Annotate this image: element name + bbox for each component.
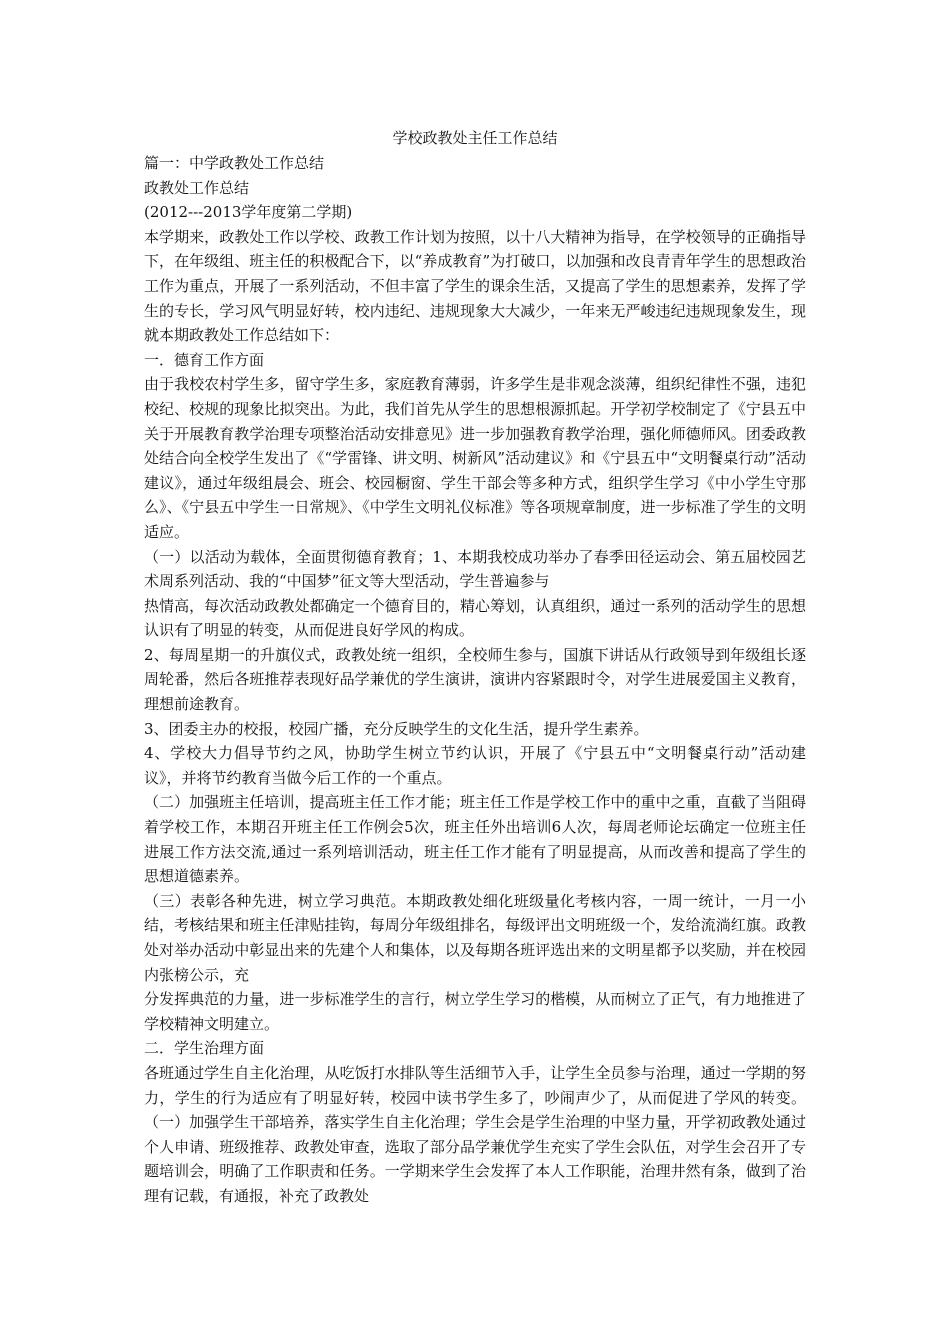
paragraph: 由于我校农村学生多，留守学生多，家庭教育薄弱，许多学生是非观念淡薄，组织纪律性不强，违犯校纪、校规的现象比拟突出。为此，我们首先从学生的思想根源抓起。开学初学校制定了《宁县五中关于开展教育教学治理专项整治活动安排意见》进一步加强教育教学治理，强化师德师风。团委政教处结合向全校学生发出了《“学雷锋、讲文明、树新风”活动建议》和《宁县五中“文明餐桌行动”活动建议》，通过年级组晨会、班会、校园橱窗、学生干部会等多种方式，组织学生学习《中小学生守那么》、《宁县五中学生一日常规》、《中学生文明礼仪标准》等各项规章制度，进一步标准了学生的文明适应。 <box>144 375 806 541</box>
paragraph-term: (2012---2013学年度第二学期) <box>144 203 353 222</box>
paragraph: 3、团委主办的校报，校园广播，充分反映学生的文化生活，提升学生素养。 <box>144 719 649 738</box>
paragraph: 分发挥典范的力量，进一步标准学生的言行，树立学生学习的楷模，从而树立了正气，有力地推进了学校精神文明建立。 <box>144 990 806 1033</box>
document-title: 学校政教处主任工作总结 <box>392 129 558 147</box>
section-heading: 一．德育工作方面 <box>144 350 265 369</box>
paragraph: 热情高，每次活动政教处都确定一个德育目的，精心筹划，认真组织，通过一系列的活动学生的思想认识有了明显的转变，从而促进良好学风的构成。 <box>144 596 806 640</box>
paragraph: 4、学校大力倡导节约之风，协助学生树立节约认识，开展了《宁县五中“文明餐桌行动”活动建议》，并将节约教育当做今后工作的一个重点。 <box>144 744 806 787</box>
section-heading: 二．学生治理方面 <box>144 1039 265 1058</box>
paragraph: （一）以活动为载体，全面贯彻德育教育；1、本期我校成功举办了春季田径运动会、第五届校园艺术周系列活动、我的“中国梦”征文等大型活动，学生普遍参与 <box>144 547 806 591</box>
document-body <box>144 151 806 1209</box>
paragraph-heading: 政教处工作总结 <box>144 178 250 197</box>
paragraph: （三）表彰各种先进，树立学习典范。本期政教处细化班级量化考核内容，一周一统计，一月一小结，考核结果和班主任津贴挂钩，每周分年级组排名，每级评出文明班级一个，发给流淌红旗。政教处对举办活动中彰显出来的先建个人和集体，以及每期各班评选出来的文明星都予以奖励，并在校园内张榜公示，充 <box>144 891 806 984</box>
paragraph: 各班通过学生自主化治理，从吃饭打水排队等生活细节入手，让学生全员参与治理，通过一学期的努力，学生的行为适应有了明显好转，校园中读书学生多了，吵闹声少了，从而促进了学风的转变。（一）加强学生干部培养，落实学生自主化治理；学生会是学生治理的中坚力量，开学初政教处通过个人申请、班级推荐、政教处审查，选取了部分品学兼优学生充实了学生会队伍，对学生会召开了专题培训会，明确了工作职责和任务。一学期来学生会发挥了本人工作职能，治理井然有条，做到了治理有记载，有通报，补充了政教处 <box>144 1063 806 1205</box>
paragraph: 本学期来，政教处工作以学校、政教工作计划为按照，以十八大精神为指导，在学校领导的正确指导下，在年级组、班主任的积极配合下，以“养成教育”为打破口，以加强和改良青青年学生的思想政治工作为重点，开展了一系列活动，不但丰富了学生的课余生活，又提高了学生的思想素养，发挥了学生的专长，学习风气明显好转，校内违纪、违规现象大大减少，一年来无严峻违纪违规现象发生，现就本期政教处工作总结如下： <box>144 227 806 345</box>
paragraph-subtitle: 篇一：中学政教处工作总结 <box>144 154 325 172</box>
paragraph: 2、每周星期一的升旗仪式，政教处统一组织，全校师生参与，国旗下讲话从行政领导到年级组长逐周轮番，然后各班推荐表现好品学兼优的学生演讲，演讲内容紧跟时令，对学生进展爱国主义教育，理想前途教育。 <box>144 645 806 714</box>
paragraph: （二）加强班主任培训，提高班主任工作才能；班主任工作是学校工作中的重中之重，直截了当阻碍着学校工作，本期召开班主任工作例会5次，班主任外出培训6人次，每周老师论坛确定一位班主任进展工作方法交流,通过一系列培训活动，班主任工作才能有了明显提高，从而改善和提高了学生的思想道德素养。 <box>144 793 806 886</box>
